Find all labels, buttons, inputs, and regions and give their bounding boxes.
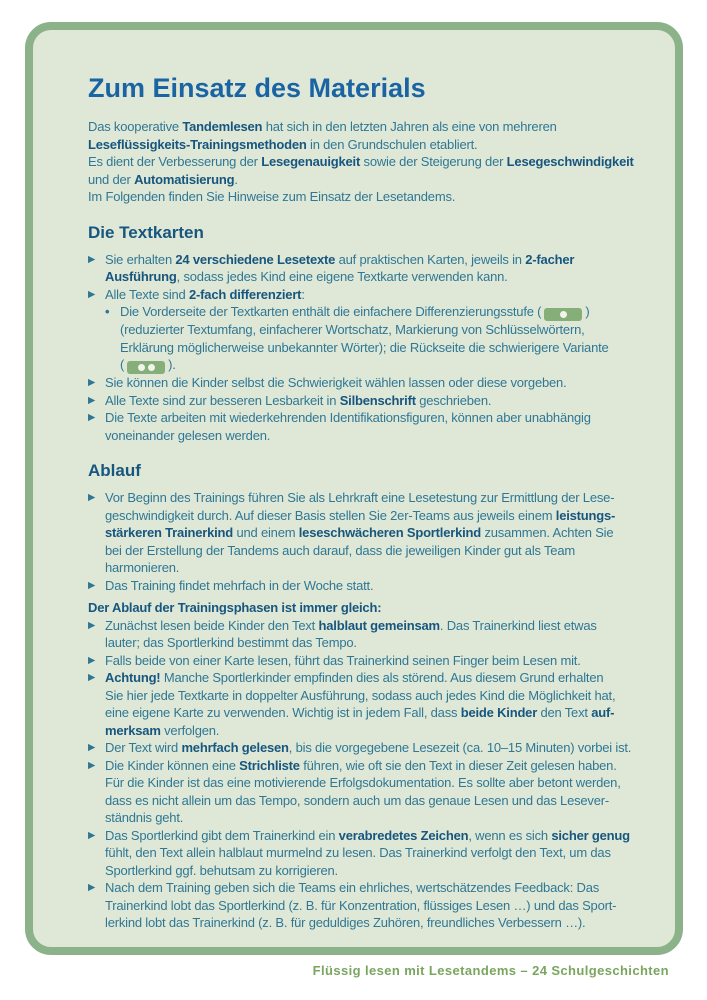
one-dot-level-badge bbox=[544, 308, 582, 321]
bullet-item bbox=[88, 374, 665, 392]
bold-text: verabredetes Zeichen bbox=[338, 827, 469, 843]
bullet-text: Das Sportlerkind gibt dem Trainerkind ein verabredetes Zeichen, wenn es sich sicher genug fühlt, den Text allein halblaut murmelnd zu lesen. Das Trainerkind verfolgt den Text, um das Sportlerkind ggf. behutsam zu korrigieren. bbox=[105, 827, 630, 878]
page-frame bbox=[25, 22, 683, 955]
triangle-right-icon: ▶ bbox=[88, 377, 96, 388]
footer-credit: Flüssig lesen mit Lesetandems – 24 Schulgeschichten bbox=[312, 963, 669, 978]
bullet-item bbox=[88, 669, 665, 739]
bullet-item bbox=[88, 409, 665, 444]
content-sections bbox=[88, 222, 665, 932]
bold-text: sicher genug bbox=[551, 827, 630, 843]
bullet-item bbox=[88, 286, 665, 304]
bullet-item bbox=[88, 739, 665, 757]
triangle-right-icon: ▶ bbox=[88, 579, 96, 591]
dot-icon: • bbox=[105, 304, 110, 319]
bold-text: leseschwächeren Sportlerkind bbox=[298, 525, 482, 540]
triangle-right-icon: ▶ bbox=[88, 654, 96, 666]
bullet-item bbox=[88, 757, 665, 827]
triangle-right-icon: ▶ bbox=[88, 759, 96, 771]
bold-text: Strichliste bbox=[239, 757, 300, 773]
section bbox=[88, 222, 665, 445]
bold-text: 24 verschiedene Lesetexte bbox=[175, 251, 336, 267]
bullet-text: Das Training findet mehrfach in der Woche statt. bbox=[105, 577, 374, 593]
bullet-text: Sie können die Kinder selbst die Schwierigkeit wählen lassen oder diese vorgeben. bbox=[105, 375, 567, 390]
bold-text: Ausführung bbox=[105, 269, 177, 284]
bullet-item bbox=[88, 652, 665, 670]
bullet-item bbox=[88, 827, 665, 880]
section bbox=[88, 460, 665, 932]
bold-text: Automatisierung bbox=[134, 171, 235, 187]
bullet-item bbox=[88, 879, 665, 932]
bullet-text: Nach dem Training geben sich die Teams ein ehrliches, wertschätzendes Feedback: Das Trainerkind lobt das Sportlerkind (z. B. für Konzentration, flüssiges Lesen …) und das Sport- lerkind lobt das Trainerkind (z. B. für geduldiges Zuhören, freundliches Verbessern …). bbox=[105, 880, 617, 930]
bullet-item bbox=[88, 617, 665, 652]
two-dot-level-badge bbox=[127, 361, 165, 374]
bullet-text: Der Text wird mehrfach gelesen, bis die vorgegebene Lesezeit (ca. 10–15 Minuten) vorbei ist. bbox=[105, 740, 632, 755]
bold-text: merksam bbox=[105, 722, 161, 738]
bold-text: stärkeren Trainerkind bbox=[105, 525, 234, 540]
subheading bbox=[88, 599, 665, 617]
bold-text: Achtung! bbox=[105, 670, 161, 685]
triangle-right-icon: ▶ bbox=[88, 742, 96, 753]
triangle-right-icon: ▶ bbox=[88, 394, 96, 406]
bullet-text: Die Kinder können eine Strichliste führen, wie oft sie den Text in dieser Zeit gelesen haben. Für die Kinder ist das eine motivierende Erfolgsdokumentation. Es sollte aber betont werden, dass es nicht allein um das Tempo, sondern auch um das genaue Lesen und das Lesever- ständnis geht. bbox=[105, 757, 621, 825]
bullet-text: Die Vorderseite der Textkarten enthält die einfachere Differenzierungsstufe ( ) (reduzierter Textumfang, einfacherer Wortschatz, Markierung von Schlüsselwörtern, Erklärung möglicherweise unbekannter Wörter); die Rückseite die schwierigere Variante ( ). bbox=[120, 304, 609, 372]
bold-text: Lesegeschwindigkeit bbox=[506, 154, 634, 169]
bold-text: Silbenschrift bbox=[339, 392, 416, 408]
intro-paragraph: Das kooperative Tandemlesen hat sich in den letzten Jahren als eine von mehreren Leseflüssigkeits-Trainingsmethoden in den Grundschulen etabliert. Es dient der Verbesserung der Lesegenauigkeit sowie der Steigerung der Lesegeschwindigkeit und der Automatisierung. Im Folgenden finden Sie Hinweise zum Einsatz der Lesetandems. bbox=[88, 119, 634, 204]
triangle-right-icon: ▶ bbox=[88, 619, 96, 631]
section-heading: Die Textkarten bbox=[88, 222, 204, 242]
bullet-text: Alle Texte sind zur besseren Lesbarkeit in Silbenschrift geschrieben. bbox=[105, 392, 492, 408]
triangle-right-icon: ▶ bbox=[88, 412, 96, 423]
triangle-right-icon: ▶ bbox=[88, 492, 96, 503]
bullet-text: Zunächst lesen beide Kinder den Text halblaut gemeinsam. Das Trainerkind liest etwas lauter; das Sportlerkind bestimmt das Tempo. bbox=[105, 617, 597, 650]
bold-text: 2-fach differenziert bbox=[189, 286, 302, 302]
bold-text: auf- bbox=[591, 705, 615, 720]
bold-text: Der Ablauf der Trainingsphasen ist immer gleich: bbox=[88, 600, 382, 615]
page-title: Zum Einsatz des Materials bbox=[88, 73, 426, 103]
bullet-text: Vor Beginn des Trainings führen Sie als Lehrkraft eine Lesetestung zur Ermittlung der Lese- geschwindigkeit durch. Auf dieser Basis stellen Sie 2er-Teams aus jeweils einem leistungs- stärkeren Trainerkind und einem leseschwächeren Sportlerkind zusammen. Achten Sie bei der Erstellung der Tandems auch darauf, dass die jeweiligen Kinder gut als Team harmonieren. bbox=[105, 490, 616, 575]
bullet-item bbox=[88, 489, 665, 577]
bullet-item bbox=[88, 392, 665, 410]
bullet-item bbox=[88, 577, 665, 595]
section-heading: Ablauf bbox=[88, 461, 141, 480]
bullet-text: Achtung! Manche Sportlerkinder empfinden dies als störend. Aus diesem Grund erhalten Sie hier jede Textkarte in doppelter Ausführung, sodass auch jedes Kind die Möglichkeit hat, eine eigene Karte zu verwenden. Wichtig ist in jedem Fall, dass beide Kinder den Text auf- merksam verfolgen. bbox=[105, 670, 616, 738]
bullet-text: Die Texte arbeiten mit wiederkehrenden Identifikationsfiguren, können aber unabhängig voneinander gelesen werden. bbox=[105, 410, 591, 443]
bullet-text: Falls beide von einer Karte lesen, führt das Trainerkind seinen Finger beim Lesen mit. bbox=[105, 652, 581, 668]
bullet-text: Sie erhalten 24 verschiedene Lesetexte auf praktischen Karten, jeweils in 2-facher Ausführung, sodass jedes Kind eine eigene Textkarte verwenden kann. bbox=[105, 251, 575, 284]
bold-text: Tandemlesen bbox=[182, 119, 263, 134]
triangle-right-icon: ▶ bbox=[88, 672, 96, 683]
sub-bullet-item bbox=[105, 303, 665, 374]
bullet-text: Alle Texte sind 2-fach differenziert: bbox=[105, 286, 305, 302]
bold-text: leistungs- bbox=[555, 507, 616, 523]
bold-text: mehrfach gelesen bbox=[181, 740, 289, 755]
triangle-right-icon: ▶ bbox=[88, 829, 96, 841]
bullet-item bbox=[88, 251, 665, 286]
bold-text: halblaut gemeinsam bbox=[318, 617, 440, 633]
triangle-right-icon: ▶ bbox=[88, 288, 96, 300]
level-dot bbox=[138, 364, 145, 371]
bold-text: 2-facher bbox=[525, 251, 575, 267]
bold-text: Leseflüssigkeits-Trainingsmethoden bbox=[88, 136, 307, 152]
bold-text: beide Kinder bbox=[460, 705, 538, 720]
triangle-right-icon: ▶ bbox=[88, 253, 96, 265]
triangle-right-icon: ▶ bbox=[88, 882, 96, 893]
level-dot bbox=[560, 311, 567, 318]
bold-text: Lesegenauigkeit bbox=[261, 154, 361, 169]
content bbox=[33, 30, 675, 932]
level-dot bbox=[148, 364, 155, 371]
